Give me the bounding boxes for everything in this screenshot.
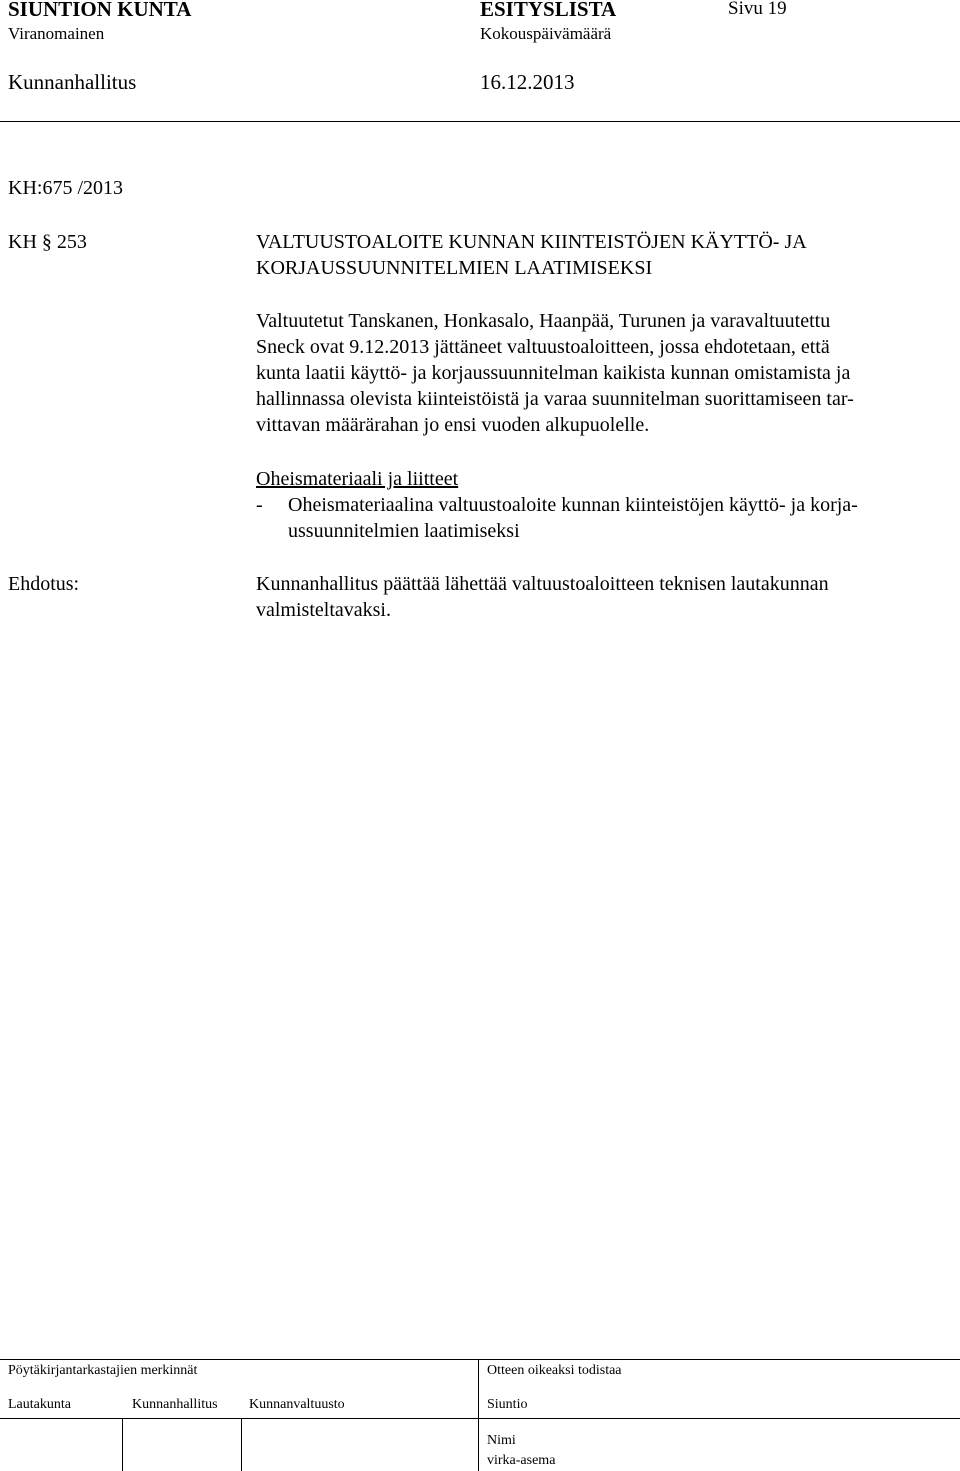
body-line: Valtuutetut Tanskanen, Honkasalo, Haanpää, Turunen ja varavaltuutettu — [256, 310, 831, 332]
case-title — [256, 229, 807, 281]
authority-label: Viranomainen — [8, 24, 105, 43]
footer-column-divider-2 — [241, 1418, 242, 1471]
certified-label: Otteen oikeaksi todistaa — [487, 1363, 622, 1378]
attachment-item — [256, 492, 858, 544]
meeting-date-label: Kokouspäivämäärä — [480, 24, 612, 43]
header-divider — [0, 121, 960, 122]
attachments-heading: Oheismateriaali ja liitteet — [256, 468, 459, 490]
attachments-list — [256, 492, 858, 544]
authority-name: Kunnanhallitus — [8, 70, 137, 94]
footer-column-divider-3 — [478, 1359, 479, 1471]
footer-divider-middle — [0, 1418, 960, 1419]
meeting-date: 16.12.2013 — [480, 70, 575, 94]
attachment-line-2: ussuunnitelmien laatimiseksi — [288, 520, 520, 542]
proposal-label: Ehdotus: — [8, 573, 80, 595]
footer-col-council: Kunnanvaltuusto — [249, 1397, 345, 1412]
case-body — [256, 308, 854, 438]
document-type: ESITYSLISTA — [480, 0, 617, 21]
attachment-line-1: Oheismateriaalina valtuustoaloite kunnan kiinteistöjen käyttö- ja korja- — [288, 494, 858, 516]
footer-col-government: Kunnanhallitus — [132, 1397, 218, 1412]
proposal-line-2: valmisteltavaksi. — [256, 599, 391, 621]
case-title-line-1: VALTUUSTOALOITE KUNNAN KIINTEISTÖJEN KÄYTTÖ- JA — [256, 231, 807, 253]
name-label: Nimi — [487, 1433, 516, 1448]
footer-place: Siuntio — [487, 1397, 528, 1412]
proposal-line-1: Kunnanhallitus päättää lähettää valtuustoaloitteen teknisen lautakunnan — [256, 573, 829, 595]
inspectors-label: Pöytäkirjantarkastajien merkinnät — [8, 1363, 198, 1378]
title-label: virka-asema — [487, 1453, 556, 1468]
body-line: kunta laatii käyttö- ja korjaussuunnitelman kaikista kunnan omistamista ja — [256, 362, 851, 384]
section-value: 253 — [56, 231, 87, 253]
body-line: Sneck ovat 9.12.2013 jättäneet valtuustoaloitteen, jossa ehdotetaan, että — [256, 336, 830, 358]
page-number: Sivu 19 — [728, 0, 787, 19]
footer-col-board: Lautakunta — [8, 1397, 71, 1412]
proposal-text — [256, 571, 829, 623]
municipality-name: SIUNTION KUNTA — [8, 0, 192, 21]
attachment-dash: - — [256, 494, 263, 516]
section-number — [8, 229, 87, 255]
footer-divider-top — [0, 1359, 960, 1360]
body-line: vittavan määrärahan jo ensi vuoden alkupuolelle. — [256, 414, 650, 436]
section-symbol: § — [41, 231, 52, 253]
footer-column-divider-1 — [122, 1418, 123, 1471]
case-title-line-2: KORJAUSSUUNNITELMIEN LAATIMISEKSI — [256, 257, 653, 279]
body-line: hallinnassa olevista kiinteistöistä ja varaa suunnitelman suorittamiseen tar- — [256, 388, 854, 410]
case-reference: KH:675 /2013 — [8, 177, 123, 199]
section-prefix: KH — [8, 231, 37, 253]
